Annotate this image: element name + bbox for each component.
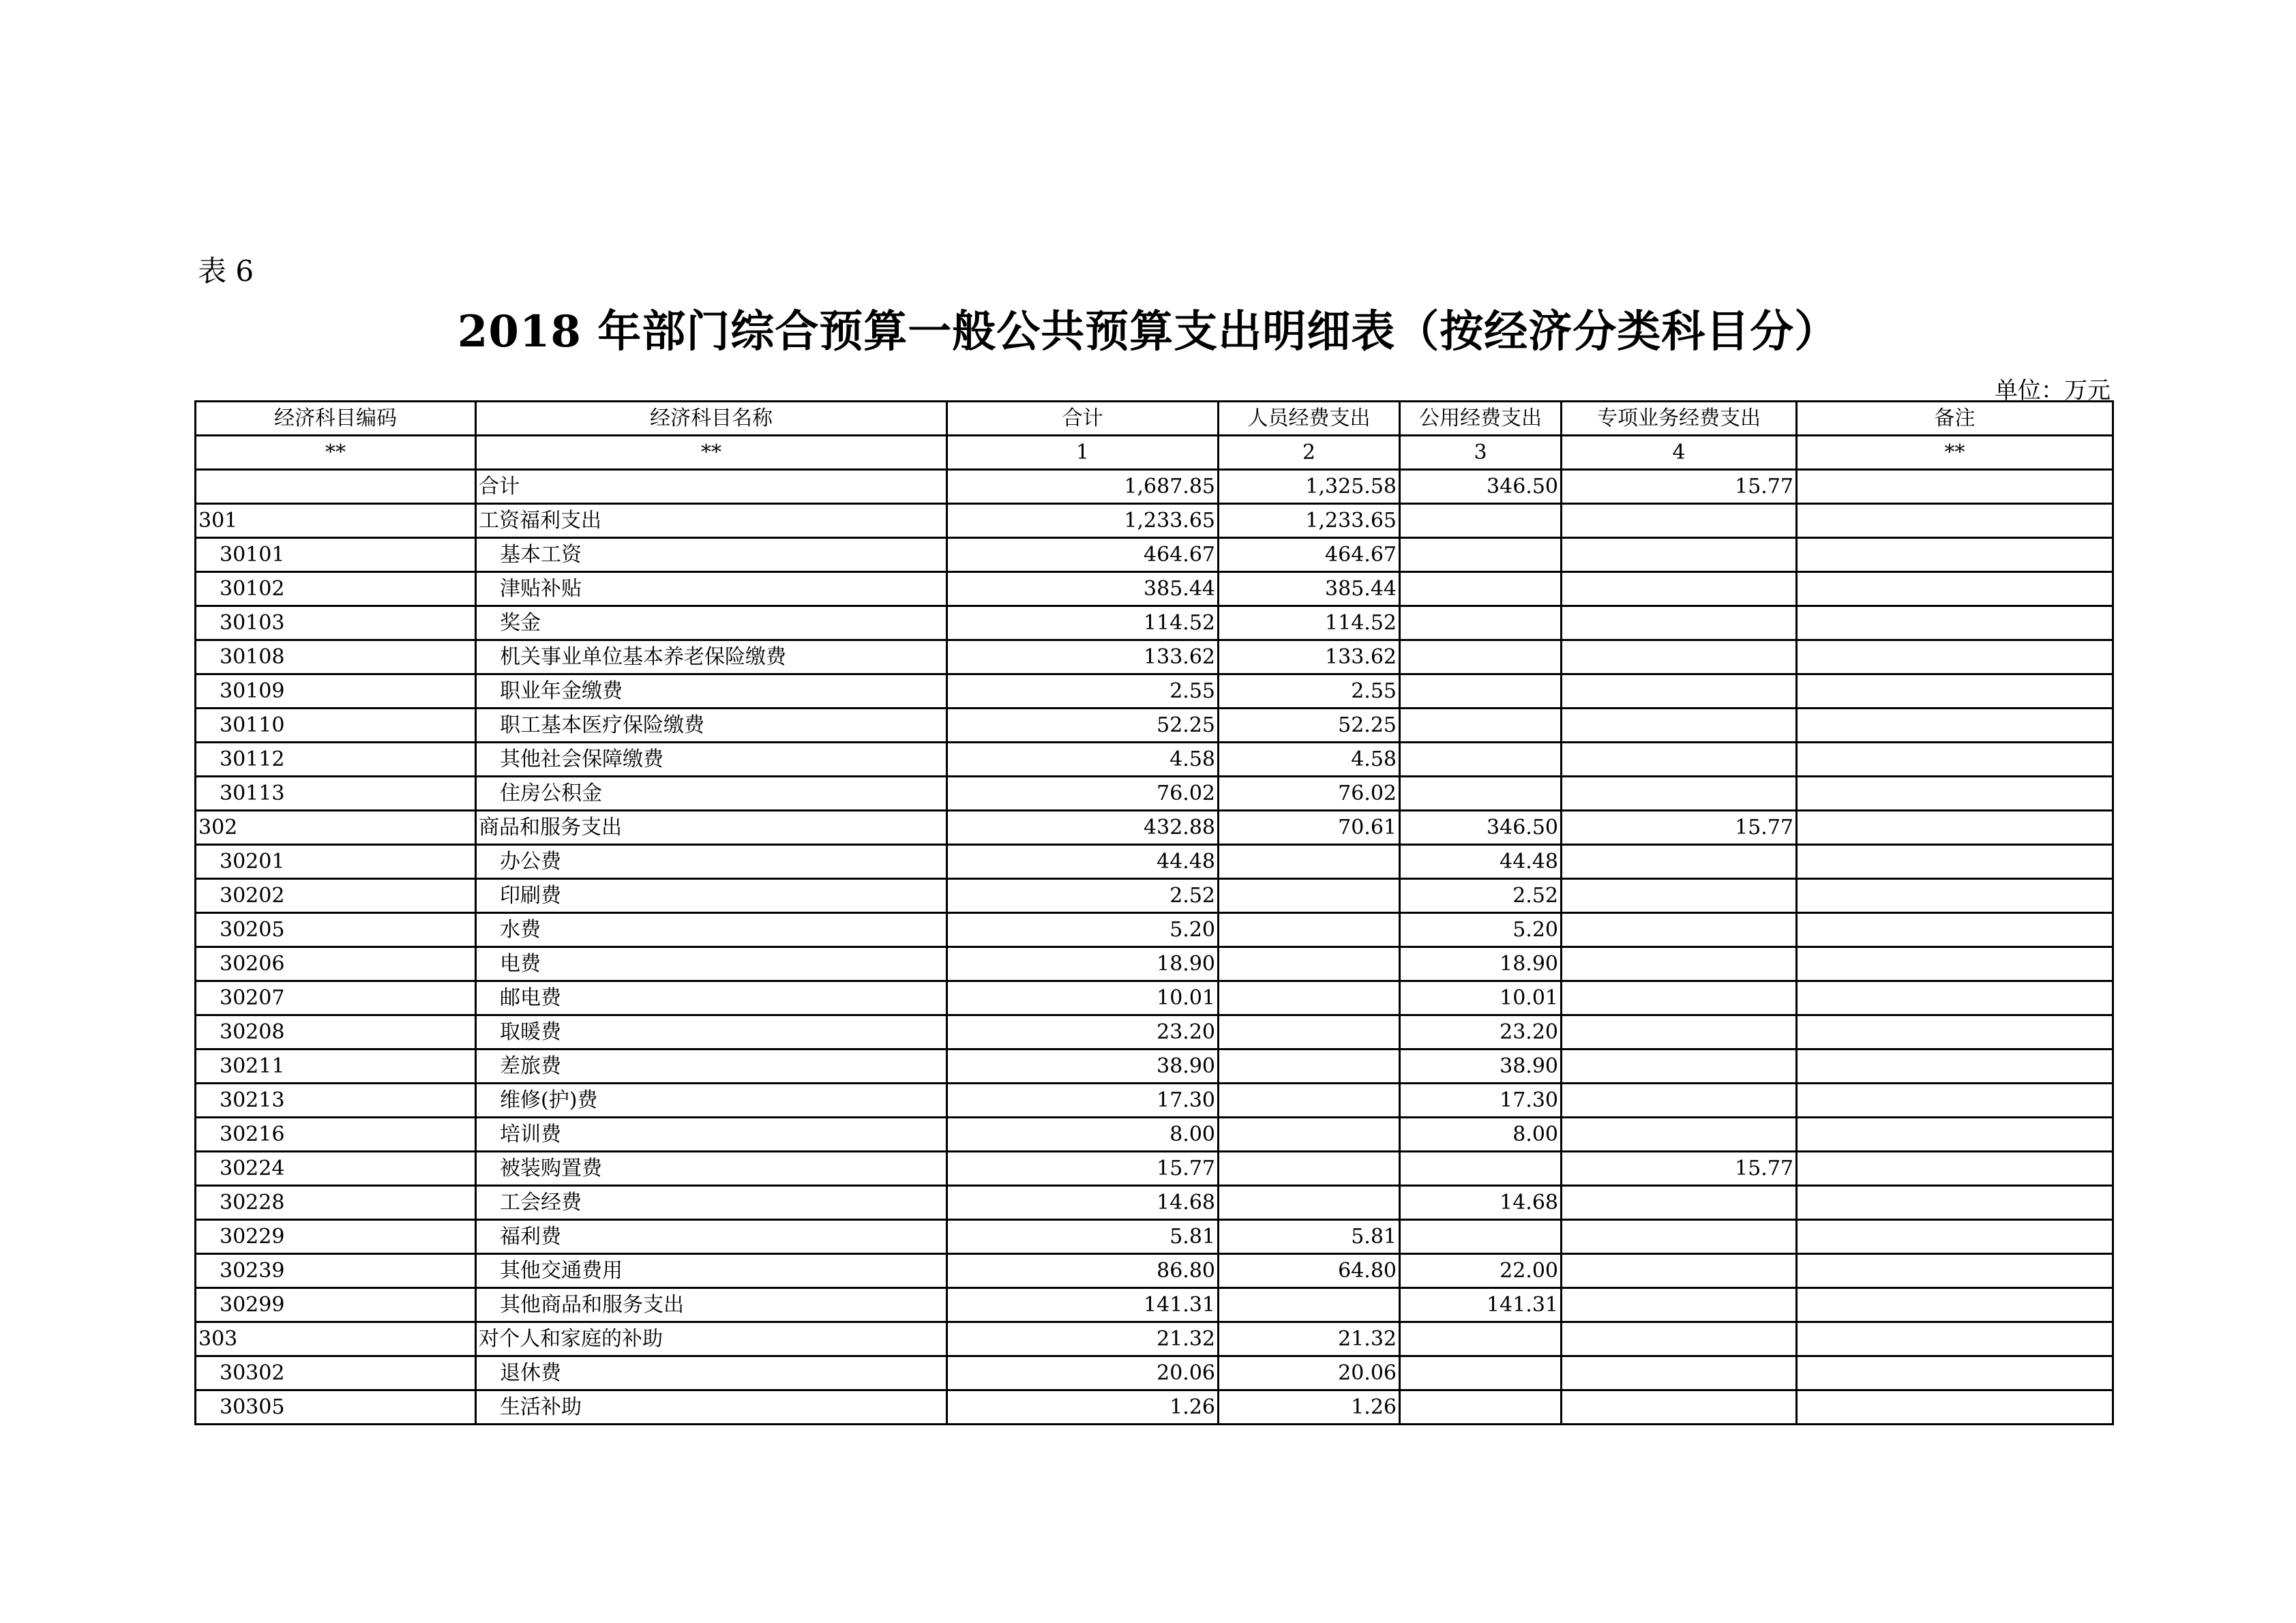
cell-name: 基本工资	[476, 538, 947, 572]
table-row	[196, 913, 2113, 947]
table-row	[196, 1049, 2113, 1084]
cell-note	[1797, 674, 2113, 709]
cell-personnel	[1219, 981, 1400, 1015]
subheader-code: **	[196, 436, 476, 470]
cell-personnel: 52.25	[1219, 709, 1400, 743]
header-name: 经济科目名称	[476, 402, 947, 436]
cell-public: 8.00	[1400, 1118, 1562, 1152]
cell-personnel	[1219, 1015, 1400, 1049]
cell-name: 其他社会保障缴费	[476, 743, 947, 777]
cell-name: 取暖费	[476, 1015, 947, 1049]
table-row	[196, 709, 2113, 743]
cell-total: 1,687.85	[947, 470, 1219, 504]
cell-public	[1400, 606, 1562, 640]
table-row	[196, 504, 2113, 538]
cell-public: 5.20	[1400, 913, 1562, 947]
cell-public: 38.90	[1400, 1049, 1562, 1084]
cell-name: 合计	[476, 470, 947, 504]
cell-special	[1562, 1288, 1797, 1322]
cell-personnel: 64.80	[1219, 1254, 1400, 1288]
header-row	[196, 402, 2113, 436]
table-row	[196, 1152, 2113, 1186]
cell-special	[1562, 1220, 1797, 1254]
subheader-personnel: 2	[1219, 436, 1400, 470]
cell-public	[1400, 538, 1562, 572]
cell-personnel	[1219, 947, 1400, 981]
cell-personnel: 70.61	[1219, 811, 1400, 845]
cell-code: 30102	[196, 572, 476, 606]
cell-total: 21.32	[947, 1322, 1219, 1356]
cell-note	[1797, 606, 2113, 640]
cell-special	[1562, 1254, 1797, 1288]
cell-special	[1562, 1118, 1797, 1152]
cell-special	[1562, 572, 1797, 606]
cell-note	[1797, 913, 2113, 947]
unit-label: 单位：万元	[1995, 377, 2111, 404]
cell-note	[1797, 640, 2113, 674]
cell-note	[1797, 1220, 2113, 1254]
cell-note	[1797, 947, 2113, 981]
cell-note	[1797, 1288, 2113, 1322]
cell-public	[1400, 674, 1562, 709]
cell-total: 76.02	[947, 777, 1219, 811]
cell-name: 维修(护)费	[476, 1084, 947, 1118]
table-row	[196, 1254, 2113, 1288]
cell-total: 38.90	[947, 1049, 1219, 1084]
cell-special	[1562, 709, 1797, 743]
table-row	[196, 845, 2113, 879]
cell-total: 18.90	[947, 947, 1219, 981]
cell-public: 141.31	[1400, 1288, 1562, 1322]
cell-name: 其他商品和服务支出	[476, 1288, 947, 1322]
cell-name: 机关事业单位基本养老保险缴费	[476, 640, 947, 674]
cell-note	[1797, 572, 2113, 606]
cell-total: 1,233.65	[947, 504, 1219, 538]
table-row	[196, 1186, 2113, 1220]
cell-total: 8.00	[947, 1118, 1219, 1152]
cell-special	[1562, 1049, 1797, 1084]
cell-name: 工会经费	[476, 1186, 947, 1220]
cell-code: 30205	[196, 913, 476, 947]
cell-personnel: 4.58	[1219, 743, 1400, 777]
table-row	[196, 1288, 2113, 1322]
cell-total: 10.01	[947, 981, 1219, 1015]
cell-total: 15.77	[947, 1152, 1219, 1186]
cell-code: 302	[196, 811, 476, 845]
cell-special: 15.77	[1562, 1152, 1797, 1186]
cell-name: 电费	[476, 947, 947, 981]
cell-personnel	[1219, 1152, 1400, 1186]
cell-name: 被装购置费	[476, 1152, 947, 1186]
cell-name: 住房公积金	[476, 777, 947, 811]
table-row	[196, 1322, 2113, 1356]
cell-note	[1797, 1322, 2113, 1356]
cell-special	[1562, 1015, 1797, 1049]
cell-note	[1797, 1084, 2113, 1118]
cell-special	[1562, 947, 1797, 981]
cell-public	[1400, 572, 1562, 606]
cell-note	[1797, 777, 2113, 811]
cell-personnel: 1,325.58	[1219, 470, 1400, 504]
cell-special	[1562, 538, 1797, 572]
cell-code: 30302	[196, 1356, 476, 1390]
cell-special	[1562, 1084, 1797, 1118]
subheader-total: 1	[947, 436, 1219, 470]
subheader-note: **	[1797, 436, 2113, 470]
table-row	[196, 470, 2113, 504]
cell-note	[1797, 538, 2113, 572]
cell-total: 20.06	[947, 1356, 1219, 1390]
cell-total: 133.62	[947, 640, 1219, 674]
cell-name: 职工基本医疗保险缴费	[476, 709, 947, 743]
cell-name: 退休费	[476, 1356, 947, 1390]
cell-total: 86.80	[947, 1254, 1219, 1288]
cell-public: 23.20	[1400, 1015, 1562, 1049]
table-row	[196, 947, 2113, 981]
cell-name: 津贴补贴	[476, 572, 947, 606]
cell-public	[1400, 709, 1562, 743]
cell-code: 30103	[196, 606, 476, 640]
cell-code: 30108	[196, 640, 476, 674]
cell-code: 30206	[196, 947, 476, 981]
cell-public	[1400, 777, 1562, 811]
table-row	[196, 1084, 2113, 1118]
header-public: 公用经费支出	[1400, 402, 1562, 436]
cell-note	[1797, 845, 2113, 879]
cell-total: 14.68	[947, 1186, 1219, 1220]
cell-name: 奖金	[476, 606, 947, 640]
cell-code: 30228	[196, 1186, 476, 1220]
cell-special	[1562, 1390, 1797, 1425]
cell-personnel	[1219, 1186, 1400, 1220]
page-title: 2018 年部门综合预算一般公共预算支出明细表（按经济分类科目分）	[457, 306, 1839, 357]
cell-note	[1797, 1356, 2113, 1390]
cell-personnel: 76.02	[1219, 777, 1400, 811]
cell-personnel: 1.26	[1219, 1390, 1400, 1425]
cell-name: 工资福利支出	[476, 504, 947, 538]
cell-public	[1400, 640, 1562, 674]
cell-personnel: 20.06	[1219, 1356, 1400, 1390]
cell-total: 114.52	[947, 606, 1219, 640]
subheader-row	[196, 436, 2113, 470]
cell-note	[1797, 1186, 2113, 1220]
cell-special	[1562, 777, 1797, 811]
cell-code: 30101	[196, 538, 476, 572]
cell-code: 30109	[196, 674, 476, 709]
cell-public	[1400, 1390, 1562, 1425]
cell-special	[1562, 674, 1797, 709]
cell-personnel	[1219, 845, 1400, 879]
cell-personnel	[1219, 1084, 1400, 1118]
cell-code: 30213	[196, 1084, 476, 1118]
cell-special	[1562, 504, 1797, 538]
cell-personnel	[1219, 879, 1400, 913]
cell-code: 30224	[196, 1152, 476, 1186]
cell-note	[1797, 1118, 2113, 1152]
cell-note	[1797, 709, 2113, 743]
cell-code: 30207	[196, 981, 476, 1015]
cell-personnel: 385.44	[1219, 572, 1400, 606]
cell-public	[1400, 1220, 1562, 1254]
cell-total: 1.26	[947, 1390, 1219, 1425]
cell-name: 差旅费	[476, 1049, 947, 1084]
cell-total: 52.25	[947, 709, 1219, 743]
cell-personnel	[1219, 913, 1400, 947]
cell-personnel	[1219, 1118, 1400, 1152]
cell-special	[1562, 981, 1797, 1015]
cell-public	[1400, 1152, 1562, 1186]
cell-total: 2.55	[947, 674, 1219, 709]
cell-total: 385.44	[947, 572, 1219, 606]
cell-public	[1400, 1322, 1562, 1356]
table-row	[196, 743, 2113, 777]
cell-note	[1797, 1254, 2113, 1288]
cell-code: 30208	[196, 1015, 476, 1049]
table-row	[196, 981, 2113, 1015]
table-label: 表 6	[198, 254, 254, 288]
table-body	[196, 470, 2113, 1425]
cell-note	[1797, 1152, 2113, 1186]
cell-note	[1797, 1390, 2113, 1425]
cell-note	[1797, 470, 2113, 504]
cell-name: 水费	[476, 913, 947, 947]
cell-special: 15.77	[1562, 811, 1797, 845]
table-row	[196, 674, 2113, 709]
header-personnel: 人员经费支出	[1219, 402, 1400, 436]
table-row	[196, 538, 2113, 572]
header-total: 合计	[947, 402, 1219, 436]
table-row	[196, 572, 2113, 606]
cell-special	[1562, 743, 1797, 777]
cell-note	[1797, 1015, 2113, 1049]
cell-code: 303	[196, 1322, 476, 1356]
cell-code: 30305	[196, 1390, 476, 1425]
cell-code: 30202	[196, 879, 476, 913]
cell-name: 生活补助	[476, 1390, 947, 1425]
cell-personnel: 2.55	[1219, 674, 1400, 709]
cell-name: 邮电费	[476, 981, 947, 1015]
cell-code: 30112	[196, 743, 476, 777]
cell-special	[1562, 1322, 1797, 1356]
cell-code: 301	[196, 504, 476, 538]
cell-total: 2.52	[947, 879, 1219, 913]
cell-public: 2.52	[1400, 879, 1562, 913]
cell-public: 346.50	[1400, 811, 1562, 845]
cell-special	[1562, 1356, 1797, 1390]
cell-special: 15.77	[1562, 470, 1797, 504]
cell-code: 30211	[196, 1049, 476, 1084]
cell-name: 印刷费	[476, 879, 947, 913]
cell-total: 5.81	[947, 1220, 1219, 1254]
cell-code: 30239	[196, 1254, 476, 1288]
table-row	[196, 777, 2113, 811]
cell-code: 30299	[196, 1288, 476, 1322]
subheader-name: **	[476, 436, 947, 470]
cell-total: 23.20	[947, 1015, 1219, 1049]
cell-personnel	[1219, 1288, 1400, 1322]
cell-total: 141.31	[947, 1288, 1219, 1322]
cell-public	[1400, 504, 1562, 538]
cell-personnel: 464.67	[1219, 538, 1400, 572]
table-row	[196, 1118, 2113, 1152]
header-code: 经济科目编码	[196, 402, 476, 436]
cell-note	[1797, 504, 2113, 538]
cell-personnel: 133.62	[1219, 640, 1400, 674]
table-row	[196, 1356, 2113, 1390]
header-note: 备注	[1797, 402, 2113, 436]
cell-personnel: 5.81	[1219, 1220, 1400, 1254]
cell-note	[1797, 811, 2113, 845]
cell-special	[1562, 913, 1797, 947]
table-row	[196, 1390, 2113, 1425]
cell-public: 14.68	[1400, 1186, 1562, 1220]
cell-public: 22.00	[1400, 1254, 1562, 1288]
cell-code: 30201	[196, 845, 476, 879]
cell-name: 福利费	[476, 1220, 947, 1254]
cell-note	[1797, 1049, 2113, 1084]
cell-note	[1797, 981, 2113, 1015]
cell-personnel	[1219, 1049, 1400, 1084]
cell-total: 17.30	[947, 1084, 1219, 1118]
cell-name: 商品和服务支出	[476, 811, 947, 845]
cell-name: 职业年金缴费	[476, 674, 947, 709]
cell-public: 346.50	[1400, 470, 1562, 504]
cell-personnel: 1,233.65	[1219, 504, 1400, 538]
cell-name: 办公费	[476, 845, 947, 879]
cell-personnel: 114.52	[1219, 606, 1400, 640]
cell-name: 其他交通费用	[476, 1254, 947, 1288]
cell-name: 培训费	[476, 1118, 947, 1152]
cell-total: 464.67	[947, 538, 1219, 572]
header-special: 专项业务经费支出	[1562, 402, 1797, 436]
table-row	[196, 606, 2113, 640]
cell-code	[196, 470, 476, 504]
cell-total: 44.48	[947, 845, 1219, 879]
table-row	[196, 811, 2113, 845]
cell-public	[1400, 1356, 1562, 1390]
table-row	[196, 640, 2113, 674]
cell-code: 30229	[196, 1220, 476, 1254]
cell-personnel: 21.32	[1219, 1322, 1400, 1356]
cell-note	[1797, 743, 2113, 777]
cell-total: 4.58	[947, 743, 1219, 777]
cell-public: 17.30	[1400, 1084, 1562, 1118]
cell-code: 30113	[196, 777, 476, 811]
subheader-public: 3	[1400, 436, 1562, 470]
cell-special	[1562, 606, 1797, 640]
cell-special	[1562, 1186, 1797, 1220]
cell-note	[1797, 879, 2113, 913]
cell-code: 30110	[196, 709, 476, 743]
cell-total: 5.20	[947, 913, 1219, 947]
subheader-special: 4	[1562, 436, 1797, 470]
cell-name: 对个人和家庭的补助	[476, 1322, 947, 1356]
cell-public: 10.01	[1400, 981, 1562, 1015]
cell-public	[1400, 743, 1562, 777]
cell-code: 30216	[196, 1118, 476, 1152]
cell-public: 44.48	[1400, 845, 1562, 879]
table-row	[196, 1220, 2113, 1254]
table-row	[196, 879, 2113, 913]
cell-special	[1562, 845, 1797, 879]
cell-special	[1562, 640, 1797, 674]
table-row	[196, 1015, 2113, 1049]
cell-total: 432.88	[947, 811, 1219, 845]
cell-public: 18.90	[1400, 947, 1562, 981]
cell-special	[1562, 879, 1797, 913]
budget-table	[194, 400, 2114, 1425]
